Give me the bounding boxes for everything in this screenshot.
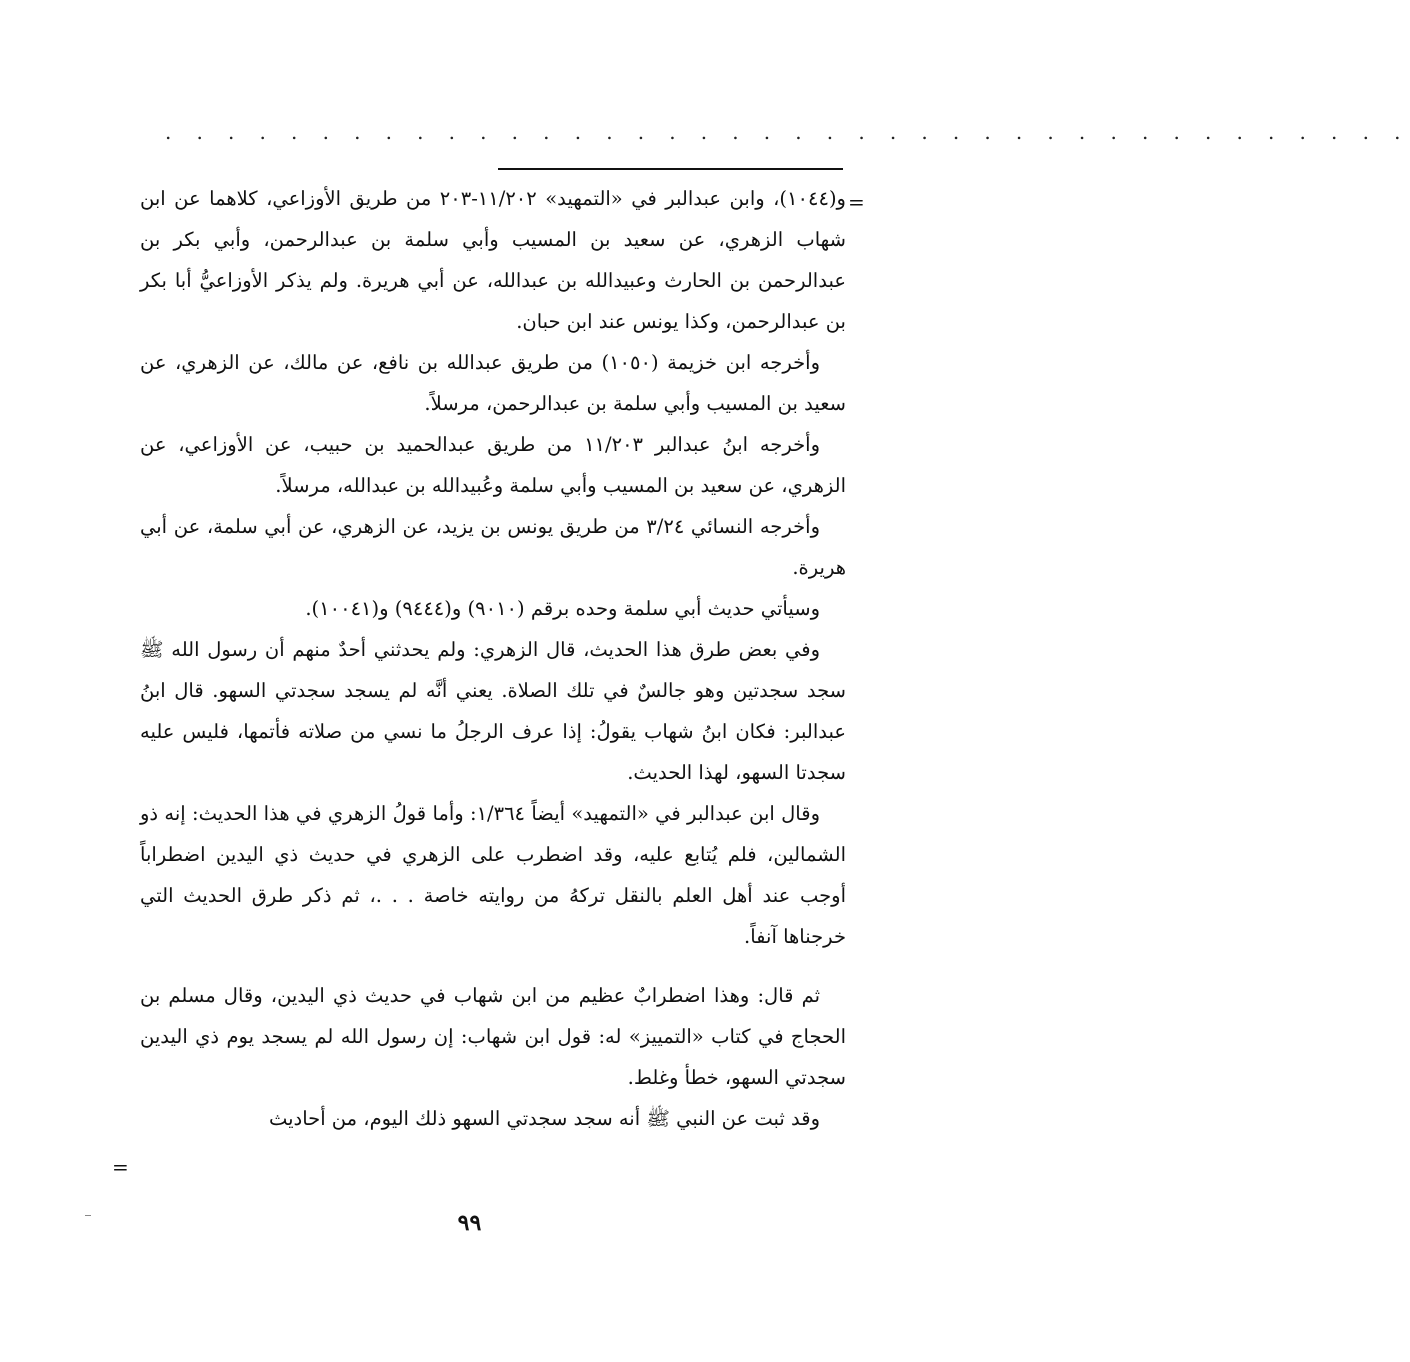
- paragraph-7: وقال ابن عبدالبر في «التمهيد» أيضاً ١/٣٦٤: وأما قولُ الزهري في هذا الحديث: إنه ذو الشمالين، فلم يُتابع عليه، وقد اضطرب على الزهري في حديث ذي اليدين اضطراباً أوجب عند أهل العلم بالنقل تركهُ من روايته خاصة . . .، ثم ذكر طرق الحديث التي خرجناها آنفاً.: [140, 802, 846, 948]
- footnote-body: [140, 178, 846, 1139]
- paragraph-3: وأخرجه ابنُ عبدالبر ١١/٢٠٣ من طريق عبدالحميد بن حبيب، عن الأوزاعي، عن الزهري، عن سعيد بن المسيب وأبي سلمة وعُبيدالله بن عبدالله، مرسلاً.: [140, 433, 846, 497]
- continuation-mark-bottom: =: [112, 1155, 129, 1179]
- continuation-mark-top: =: [848, 190, 865, 214]
- paragraph-9: وقد ثبت عن النبي ﷺ أنه سجد سجدتي السهو ذلك اليوم، من أحاديث: [268, 1107, 820, 1130]
- paragraph-1: و(١٠٤٤)، وابن عبدالبر في «التمهيد» ١١/٢٠٢-٢٠٣ من طريق الأوزاعي، كلاهما عن ابن شهاب الزهري، عن سعيد بن المسيب وأبي سلمة بن عبدالرحمن، وأبي بكر بن عبدالرحمن بن الحارث وعبيدالله بن عبدالله، عن أبي هريرة. ولم يذكر الأوزاعيُّ أبا بكر بن عبدالرحمن، وكذا يونس عند ابن حبان.: [140, 187, 846, 333]
- paragraph-6: وفي بعض طرق هذا الحديث، قال الزهري: ولم يحدثني أحدٌ منهم أن رسول الله ﷺ سجد سجدتين وهو جالسٌ في تلك الصلاة. يعني أنَّه لم يسجد سجدتي السهو. قال ابنُ عبدالبر: فكان ابنُ شهاب يقولُ: إذا عرف الرجلُ ما نسي من صلاته فأتمها، فليس عليه سجدتا السهو، لهذا الحديث.: [140, 638, 846, 784]
- footnote-separator-dots: . . . . . . . . . . . . . . . . . . . . . . . . . . . . . . . . . . . . . . . .: [165, 120, 1410, 144]
- footnote-rule: [498, 168, 843, 170]
- page-number: ٩٩: [457, 1210, 482, 1236]
- paragraph-2: وأخرجه ابن خزيمة (١٠٥٠) من طريق عبدالله بن نافع، عن مالك، عن الزهري، عن سعيد بن المسيب وأبي سلمة بن عبدالرحمن، مرسلاً.: [140, 351, 846, 415]
- paragraph-5: وسيأتي حديث أبي سلمة وحده برقم (٩٠١٠) و(٩٤٤٤) و(١٠٠٤١).: [305, 597, 820, 620]
- paragraph-8: ثم قال: وهذا اضطرابٌ عظيم من ابن شهاب في حديث ذي اليدين، وقال مسلم بن الحجاج في كتاب «التمييز» له: قول ابن شهاب: إن رسول الله لم يسجد يوم ذي اليدين سجدتي السهو، خطأ وغلط.: [140, 984, 846, 1089]
- paragraph-4: وأخرجه النسائي ٣/٢٤ من طريق يونس بن يزيد، عن الزهري، عن أبي سلمة، عن أبي هريرة.: [140, 515, 846, 579]
